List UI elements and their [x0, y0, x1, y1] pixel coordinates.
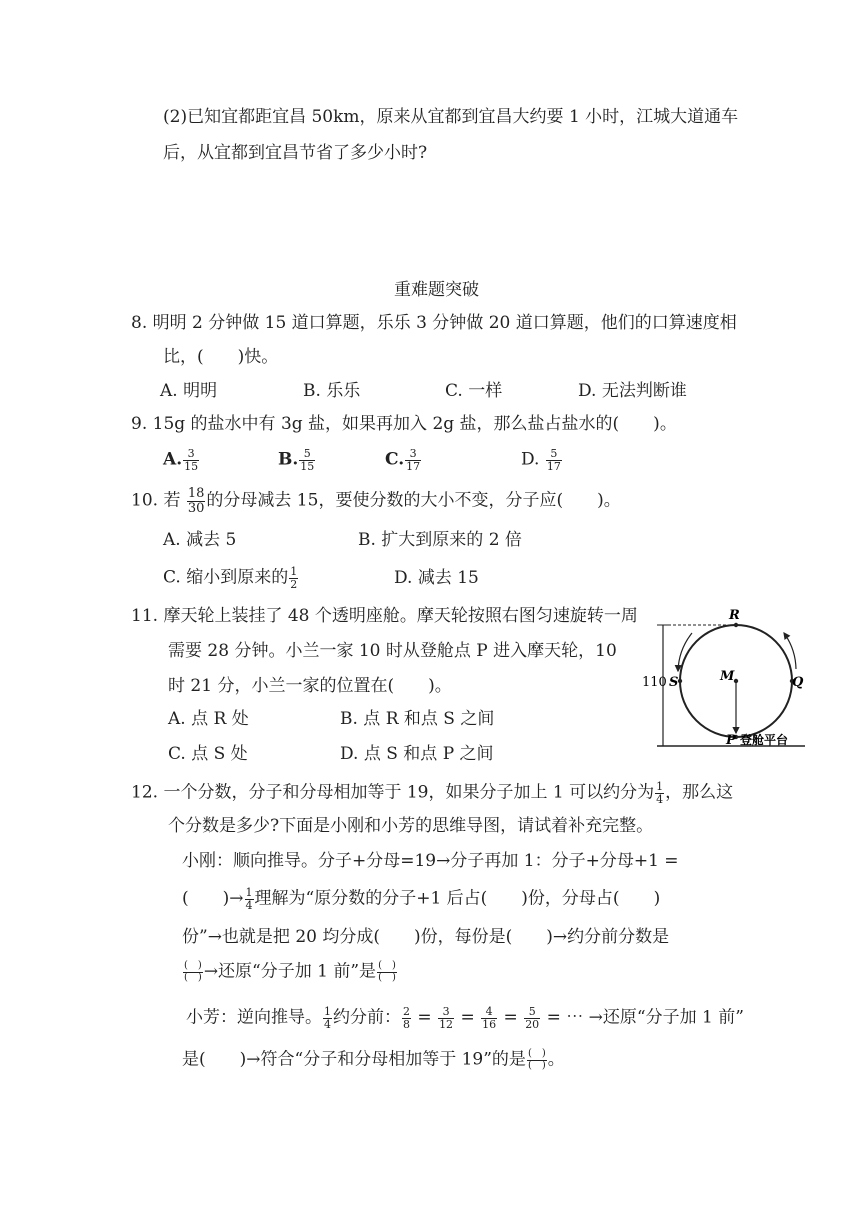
q10-option-c-den: 2 [290, 577, 298, 591]
label-m: M [720, 669, 735, 684]
q9-option-c-label: C. [385, 449, 405, 470]
label-height: 110 [642, 675, 667, 690]
xiaofang-blank-fraction [527, 1049, 547, 1071]
label-s: S [669, 675, 679, 690]
xiaofang-frac1-den: 8 [403, 1017, 410, 1031]
q8-stem-line2: 比，( )快。 [163, 347, 279, 367]
q9-option-d-fraction [546, 448, 562, 472]
label-r: R [729, 608, 740, 623]
rotation-arrow-left [678, 633, 692, 671]
xiaofang-frac2-num: 3 [438, 1006, 454, 1019]
q10-prefix: 10. 若 [131, 490, 181, 511]
blank-den: ( ) [378, 971, 396, 983]
point-r [734, 623, 738, 627]
q8-option-b: B. 乐乐 [303, 381, 361, 401]
xiaofang-frac0-num: 1 [324, 1005, 331, 1018]
q12-stem-line2: 个分数是多少?下面是小刚和小芳的思维导图，请试着补充完整。 [168, 816, 654, 836]
label-platform: 登舱平台 [740, 733, 789, 747]
q11-stem-line1: 11. 摩天轮上装挂了 48 个透明座舱。摩天轮按照右图匀速旋转一周 [131, 606, 638, 626]
q10-frac-num: 18 [187, 486, 205, 501]
blank-num: ( ) [184, 960, 202, 971]
equals-sign: = [503, 1007, 518, 1028]
xiaofang-fraction-0 [323, 1006, 332, 1030]
xiaogang-line1: 小刚：顺向推导。分子+分母=19→分子再加 1：分子+分母+1 = [182, 851, 679, 871]
q9-option-b-den: 15 [300, 459, 315, 473]
q10-fraction [187, 487, 206, 515]
q7-2-line1: (2)已知宜都距宜昌 50km，原来从宜都到宜昌大约要 1 小时，江城大道通车 [163, 107, 739, 127]
xiaogang-frac-num: 1 [245, 886, 253, 899]
label-p: P [726, 733, 736, 748]
xiaofang-end: 。 [547, 1049, 565, 1070]
q9-option-a-label: A. [163, 449, 183, 470]
equals-sign: = [417, 1007, 432, 1028]
q7-2-line2: 后，从宜都到宜昌节省了多少小时? [163, 143, 428, 163]
q12-stem-frac-num: 1 [656, 780, 664, 793]
xiaogang-line2 [182, 887, 660, 911]
point-s [678, 679, 682, 683]
xiaofang-frac3-den: 16 [482, 1017, 497, 1031]
q11-option-a: A. 点 R 处 [168, 709, 249, 729]
xiaogang-line4-text: →还原“分子加 1 前”是 [203, 961, 377, 982]
q12-stem-fraction [655, 781, 664, 805]
q12-stem-text-b: ，那么这 [665, 782, 734, 803]
xiaogang-fraction [245, 887, 254, 911]
q10-option-c-fraction [289, 566, 298, 590]
q10-option-d: D. 减去 15 [394, 568, 479, 588]
q8-option-c: C. 一样 [445, 381, 503, 401]
q10-suffix: 的分母减去 15，要使分数的大小不变，分子应( )。 [206, 490, 621, 511]
xiaofang-line2-text: 是( )→符合“分子和分母相加等于 19”的是 [182, 1049, 526, 1070]
xiaogang-blank-fraction-1 [183, 961, 203, 983]
xiaofang-frac2-den: 12 [439, 1017, 454, 1031]
q8-stem-line1: 8. 明明 2 分钟做 15 道口算题，乐乐 3 分钟做 20 道口算题，他们的口算速度相 [131, 313, 737, 333]
q9-option-a [163, 448, 200, 472]
q10-option-c-num: 1 [290, 565, 298, 578]
q10-stem [131, 487, 621, 515]
xiaofang-frac0-den: 4 [324, 1017, 331, 1031]
xiaofang-frac1-num: 2 [403, 1005, 410, 1018]
q9-option-c-den: 17 [406, 459, 421, 473]
xiaogang-line2-b: 理解为“原分数的分子+1 后占( )份，分母占( ) [254, 888, 661, 909]
q9-option-b-fraction [299, 448, 315, 472]
q9-option-b [278, 448, 316, 472]
q9-option-a-num: 3 [183, 448, 199, 461]
q9-option-a-fraction [183, 448, 199, 472]
q9-option-b-label: B. [278, 449, 299, 470]
blank-num: ( ) [527, 1048, 546, 1059]
xiaofang-frac4-den: 20 [525, 1017, 540, 1031]
q9-option-d [521, 448, 563, 472]
q10-option-c [163, 566, 299, 590]
q9-stem: 9. 15g 的盐水中有 3g 盐，如果再加入 2g 盐，那么盐占盐水的( )。 [131, 414, 677, 434]
q9-option-c-fraction [405, 448, 421, 472]
xiaogang-blank-fraction-2 [377, 961, 397, 983]
q9-option-d-den: 17 [546, 459, 561, 473]
q9-option-b-num: 5 [299, 448, 315, 461]
xiaogang-line4 [182, 961, 398, 983]
q10-option-c-text: C. 缩小到原来的 [163, 567, 289, 588]
xiaofang-frac4-num: 5 [524, 1006, 540, 1019]
xiaofang-line1 [186, 1006, 744, 1030]
xiaofang-text-b: 约分前： [333, 1007, 401, 1028]
q9-option-a-den: 15 [184, 459, 199, 473]
label-q: Q [792, 675, 804, 690]
q11-stem-line3: 时 21 分，小兰一家的位置在( )。 [168, 676, 452, 696]
blank-num: ( ) [378, 960, 396, 971]
q9-option-c [385, 448, 422, 472]
xiaofang-line2 [182, 1049, 565, 1071]
q11-option-b: B. 点 R 和点 S 之间 [340, 709, 495, 729]
xiaogang-frac-den: 4 [245, 898, 253, 912]
xiaofang-fraction-2 [438, 1006, 454, 1030]
q9-option-d-num: 5 [546, 448, 562, 461]
section-title: 重难题突破 [394, 280, 479, 300]
xiaogang-line2-a: ( )→ [182, 888, 244, 909]
equals-sign: = [460, 1007, 475, 1028]
point-m [734, 679, 738, 683]
xiaofang-frac3-num: 4 [481, 1006, 497, 1019]
q10-option-a: A. 减去 5 [163, 530, 237, 550]
xiaofang-fraction-3 [481, 1006, 497, 1030]
q9-option-d-label: D. [521, 449, 540, 470]
q11-stem-line2: 需要 28 分钟。小兰一家 10 时从登舱点 P 进入摩天轮，10 [168, 641, 617, 661]
xiaofang-text-a: 小芳：逆向推导。 [186, 1007, 322, 1028]
q8-option-d: D. 无法判断谁 [578, 381, 687, 401]
q12-stem-frac-den: 4 [656, 792, 664, 806]
q12-stem-text-a: 12. 一个分数，分子和分母相加等于 19，如果分子加上 1 可以约分为 [131, 782, 655, 803]
blank-den: ( ) [184, 971, 202, 983]
xiaofang-fraction-1 [402, 1006, 411, 1030]
q10-frac-den: 30 [187, 500, 205, 516]
blank-den: ( ) [527, 1059, 546, 1071]
q10-option-b: B. 扩大到原来的 2 倍 [358, 530, 522, 550]
xiaogang-line3: 份”→也就是把 20 均分成( )份，每份是( )→约分前分数是 [182, 927, 670, 947]
q11-option-d: D. 点 S 和点 P 之间 [340, 744, 494, 764]
xiaofang-text-c: = ⋯ →还原“分子加 1 前” [546, 1007, 744, 1028]
ferris-wheel-figure [640, 605, 815, 755]
xiaofang-fraction-4 [524, 1006, 540, 1030]
q9-option-c-num: 3 [405, 448, 421, 461]
q8-option-a: A. 明明 [160, 381, 218, 401]
q11-option-c: C. 点 S 处 [168, 744, 248, 764]
q12-stem-line1 [131, 781, 733, 805]
